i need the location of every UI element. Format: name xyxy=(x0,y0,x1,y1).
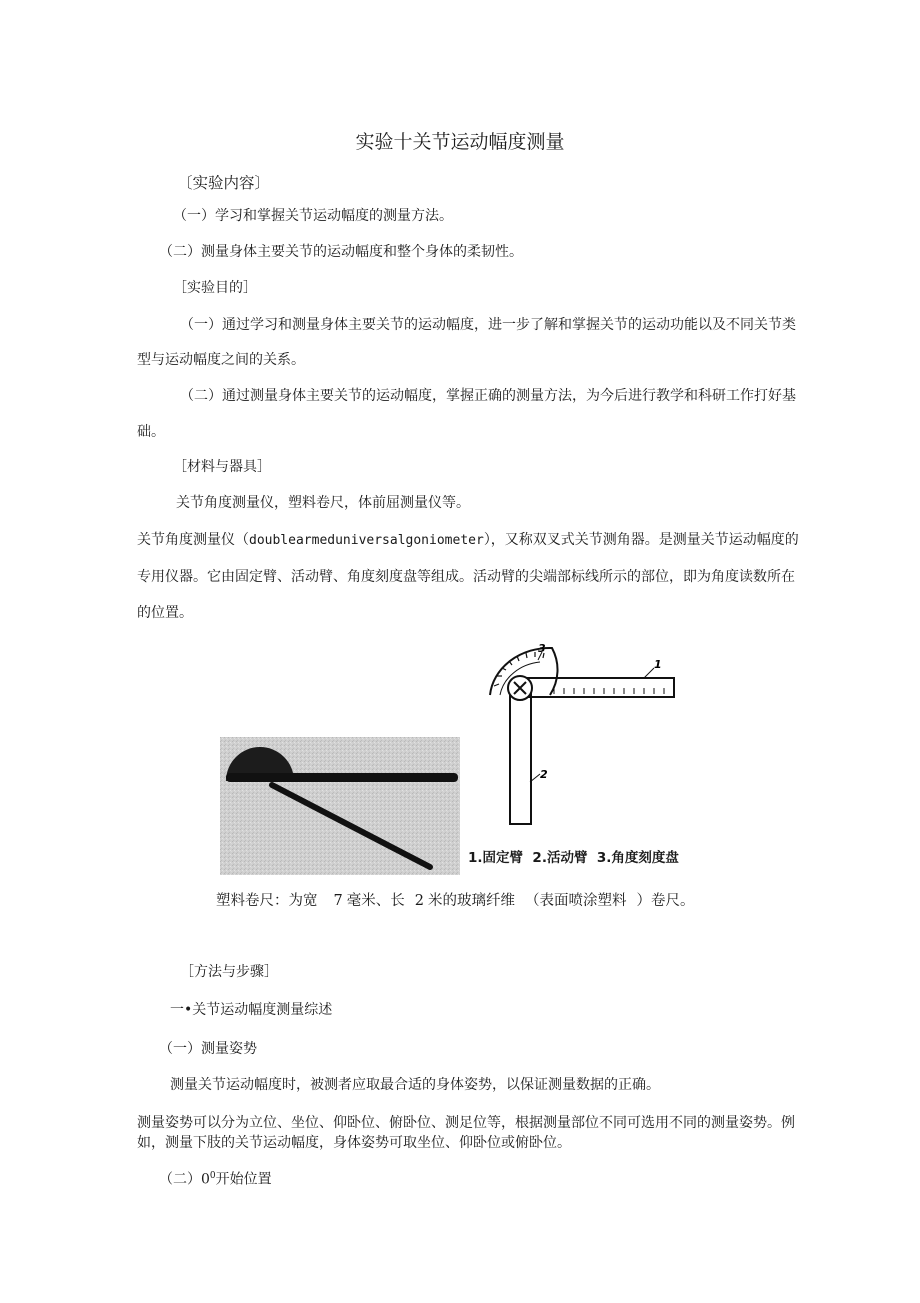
purpose-item-2-line-1: （二）通过测量身体主要关节的运动幅度，掌握正确的测量方法，为今后进行教学和科研工作打好基 xyxy=(180,388,796,404)
page-title: 实验十关节运动幅度测量 xyxy=(355,131,565,153)
callout-1: 1 xyxy=(654,658,662,671)
diagram-moving-arm xyxy=(510,688,531,824)
purpose-item-1-line-2: 型与运动幅度之间的关系。 xyxy=(137,352,305,368)
start-position-label: 开始位置 xyxy=(215,1171,272,1188)
caption-part-4: （表面喷涂塑料 xyxy=(524,893,627,909)
tape-caption xyxy=(216,889,694,910)
section-heading-content: 〔实验内容〕 xyxy=(177,174,271,192)
section-heading-methods: ［方法与步骤］ xyxy=(180,964,278,980)
caption-width-value: 7 xyxy=(333,893,343,909)
materials-text: 关节角度测量仪，塑料卷尺，体前屈测量仪等。 xyxy=(176,495,470,511)
posture-line-1: 测量姿势可以分为立位、坐位、仰卧位、俯卧位、测足位等，根据测量部位不同可选用不同的测量姿势。例 xyxy=(137,1115,795,1131)
figure-legend: 1.固定臂 2.活动臂 3.角度刻度盘 xyxy=(468,850,679,866)
content-item-1: （一）学习和掌握关节运动幅度的测量方法。 xyxy=(173,208,453,224)
caption-part-2: 毫米、长 xyxy=(346,893,405,909)
goniometer-line-3: 的位置。 xyxy=(137,605,193,621)
section-heading-materials: ［材料与器具］ xyxy=(173,459,271,475)
posture-text: 测量关节运动幅度时，被测者应取最合适的身体姿势，以保证测量数据的正确。 xyxy=(170,1077,660,1093)
purpose-item-1-line-1: （一）通过学习和测量身体主要关节的运动幅度，进一步了解和掌握关节的运动功能以及不同关节类 xyxy=(180,317,796,333)
goniometer-diagram xyxy=(482,640,682,840)
photo-fixed-arm xyxy=(226,773,458,782)
goniometer-line-1-a: 关节角度测量仪（ xyxy=(137,532,249,548)
goniometer-line-1 xyxy=(137,533,799,547)
posture-line-2: 如，测量下肢的关节运动幅度，身体姿势可取坐位、仰卧位或俯卧位。 xyxy=(137,1135,571,1151)
callout-3: 3 xyxy=(538,642,546,655)
purpose-item-2-line-2: 础。 xyxy=(137,424,165,440)
caption-part-1: 塑料卷尺：为宽 xyxy=(216,893,318,909)
goniometer-line-1-b: ），又称双叉式关节测角器。是测量关节运动幅度的 xyxy=(483,532,799,548)
degree-superscript: 0 xyxy=(209,1171,216,1181)
caption-part-3: 米的玻璃纤维 xyxy=(427,893,515,909)
start-position-prefix: （二）0 xyxy=(159,1171,210,1188)
callout-2: 2 xyxy=(540,768,548,781)
goniometer-english-name: doublearmeduniversalgoniometer xyxy=(249,533,484,548)
methods-subheading-start-position xyxy=(159,1172,272,1187)
caption-length-value: 2 xyxy=(414,893,424,909)
methods-subheading-1: 一•关节运动幅度测量综述 xyxy=(170,1002,333,1018)
section-heading-purpose: ［实验目的］ xyxy=(173,280,257,296)
methods-subheading-posture: （一）测量姿势 xyxy=(159,1041,257,1057)
diagram-fixed-arm xyxy=(522,678,674,697)
caption-part-5: ）卷尺。 xyxy=(636,893,695,909)
content-item-2: （二）测量身体主要关节的运动幅度和整个身体的柔韧性。 xyxy=(159,244,523,260)
goniometer-photo xyxy=(220,737,460,875)
goniometer-line-2: 专用仪器。它由固定臂、活动臂、角度刻度盘等组成。活动臂的尖端部标线所示的部位，即为角度读数所在 xyxy=(137,569,795,585)
